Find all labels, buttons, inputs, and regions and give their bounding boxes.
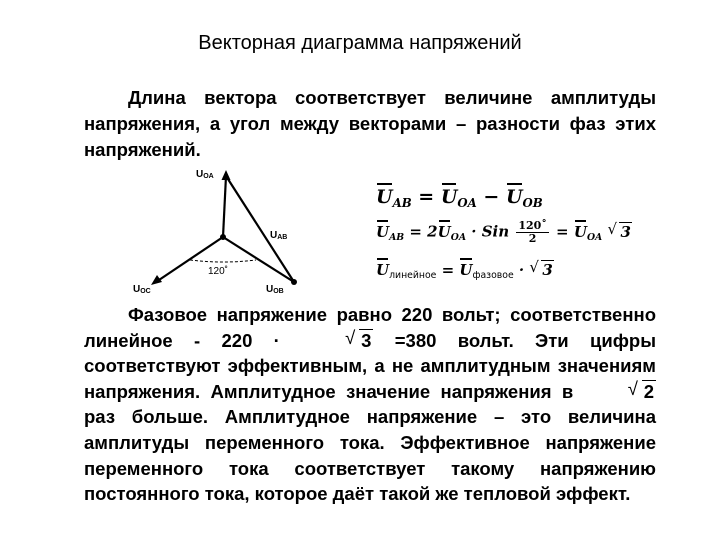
page-title: Векторная диаграмма напряжений	[198, 32, 522, 54]
vector-uob	[223, 237, 294, 282]
vector-uoa	[223, 176, 226, 237]
fraction: $\frac{120˚}{2}$	[518, 219, 547, 245]
label-uoa: U	[196, 169, 204, 180]
intro-paragraph: Длина вектора соответствует величине амплитуды напряжения, а угол между векторами – разности фаз этих напряжений.	[84, 87, 656, 160]
bold-effective-voltage: Эффективное напряжение	[400, 431, 656, 453]
svg-text:UOA	[196, 169, 214, 180]
label-uab: U	[270, 230, 278, 241]
label-uoc: U	[133, 284, 141, 295]
point-b	[291, 279, 297, 285]
svg-text:UOB	[266, 284, 284, 295]
label-uoc-sub: OC	[140, 288, 151, 295]
formula-1: $U_{AB} = U_{OA} - U_{OB}$	[376, 186, 543, 211]
vector-uab	[226, 176, 294, 282]
sqrt-three-inline: √ 3	[345, 326, 372, 351]
sqrt-3: √ 3	[607, 219, 631, 241]
sqrt-3b: √ 3	[529, 258, 553, 279]
sqrt-two-inline: √ 2	[627, 377, 654, 402]
label-uob-sub: OB	[273, 288, 284, 295]
svg-text:UOC	[133, 284, 151, 295]
label-uob: U	[266, 284, 274, 295]
angle-label: 120˚	[208, 266, 229, 277]
formula-2: $U_{AB} = 2U_{OA}$ · Sin $\frac{120˚}{2}$ = $U_{OA}$ √ 3	[376, 219, 631, 245]
origin-point	[220, 234, 226, 240]
svg-text:UAB	[270, 230, 287, 241]
vector-diagram	[0, 160, 340, 300]
label-uoa-sub: OA	[203, 173, 214, 180]
bold-effective: эффективным	[227, 355, 363, 377]
body-paragraph: Фазовое напряжение равно 220 вольт; соответственно линейное - 220 · √ 3 =380 вольт. Эти цифры соответствуют эффективным, а не амплитудным значениям напряжения. Амплитудное значение напряжения в √ 2 раз больше. Амплитудное напряжение – это величина амплитуды переменного тока. Эффективное напряжение переменного тока соответствует такому напряжению постоянного тока, которое даёт такой же тепловой эффект.	[84, 304, 656, 505]
arrow-uoc	[151, 275, 162, 285]
formula-3: Uлинейное = Uфазовое · √ 3	[376, 258, 553, 281]
label-uab-sub: AB	[277, 234, 288, 241]
angle-arc	[190, 260, 256, 262]
arrow-uoa	[222, 170, 231, 180]
